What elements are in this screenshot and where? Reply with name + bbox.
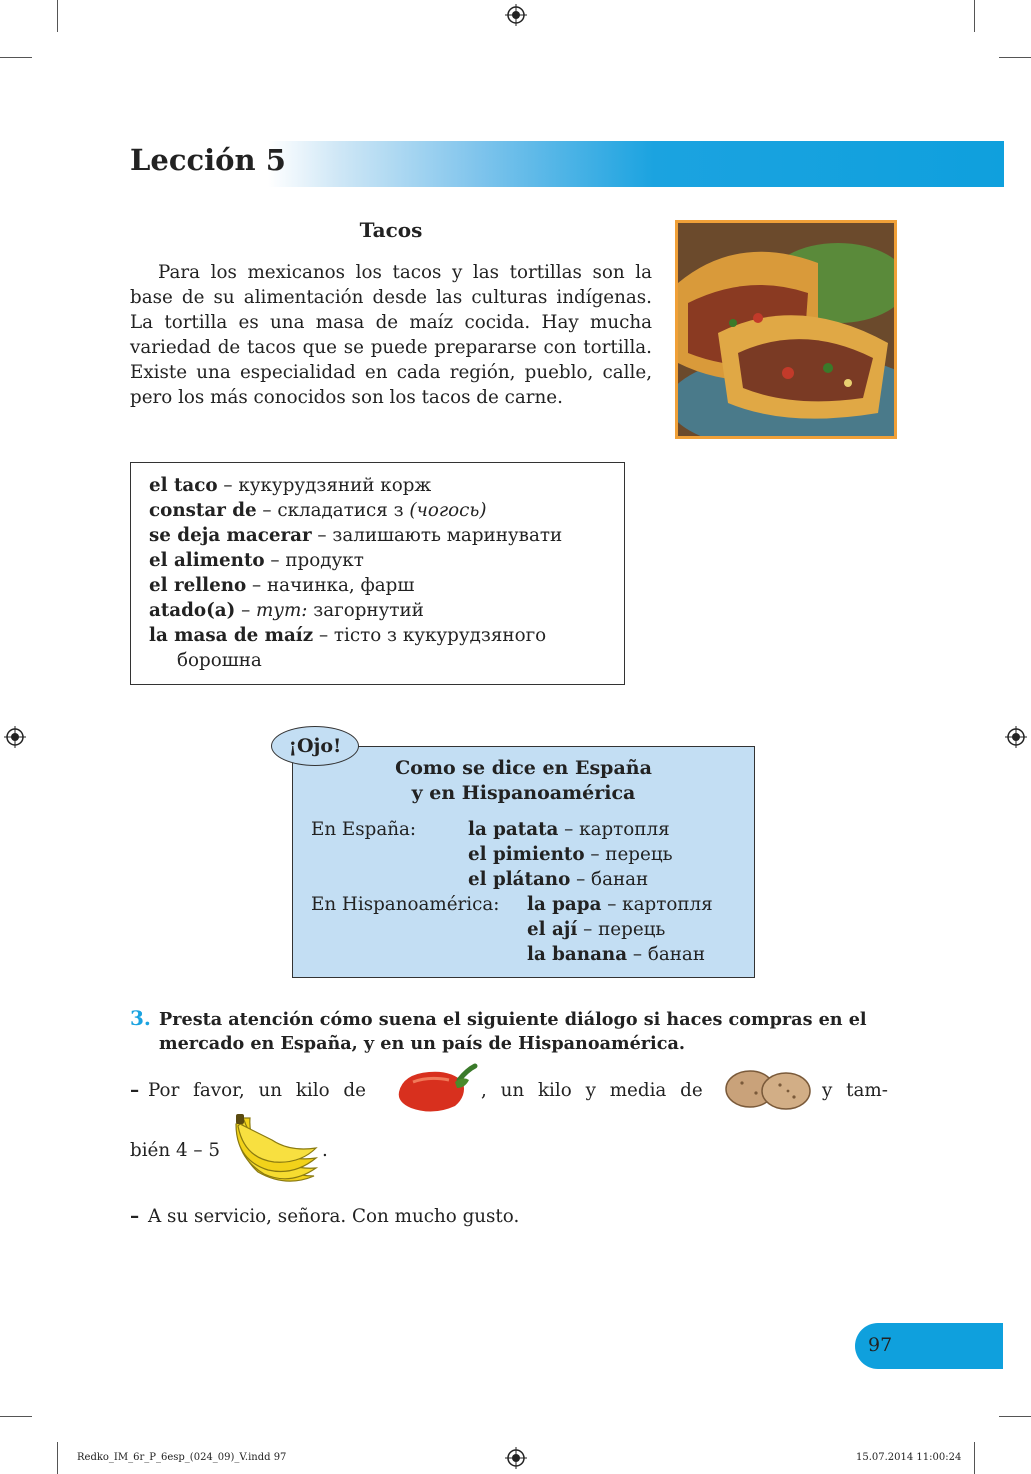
registration-mark-icon (505, 4, 527, 26)
dialog-line1-part2: , un kilo y media de (481, 1080, 703, 1101)
crop-mark (974, 0, 975, 32)
ojo-label: ¡Ojo! (271, 726, 359, 766)
vocab-item: el taco – кукурудзяний корж (149, 475, 432, 496)
crop-mark (999, 1416, 1031, 1417)
dialog-dash: – (130, 1080, 140, 1101)
dialog-line1-part1: Por favor, un kilo de (148, 1080, 366, 1101)
footer-timestamp: 15.07.2014 11:00:24 (856, 1452, 962, 1463)
vocab-item: atado(a) – тут: загорнутий (149, 600, 424, 621)
lesson-title: Lección 5 (130, 143, 286, 177)
vocab-item: el relleno – начинка, фарш (149, 575, 415, 596)
reading-title: Tacos (359, 218, 423, 242)
dialog-dash: – (130, 1206, 140, 1227)
vocab-item: el alimento – продукт (149, 550, 364, 571)
vocab-item: la masa de maíz – тісто з кукурудзяного (149, 625, 547, 646)
ojo-title: Como se dice en España y en Hispanoamérica (395, 757, 652, 804)
vocab-item: constar de – складатися з (чогось) (149, 500, 487, 521)
ojo-spain-item: el plátano – банан (468, 869, 649, 890)
task-instruction: Presta atención cómo suena el siguiente diálogo si haces compras en el mercado en España, y en un país de Hispanoamérica. (159, 1009, 867, 1054)
crop-mark (57, 0, 58, 32)
reading-paragraph: Para los mexicanos los tacos y las tortillas son la base de su alimentación desde las culturas indígenas. La tortilla es una masa de maíz cocida. Hay mucha variedad de tacos que se puede prepararse con tortilla. Existe una especialidad en cada región, pueblo, calle, pero los más conocidos son los tacos de carne. (130, 262, 652, 408)
crop-mark (0, 1416, 32, 1417)
vocab-item: se deja macerar – залишають маринувати (149, 525, 563, 546)
dialog-line3: A su servicio, señora. Con mucho gusto. (148, 1206, 520, 1227)
ojo-spain-item: la patata – картопля (468, 819, 670, 840)
dialog-line1-part3: y tam- (822, 1080, 888, 1101)
ojo-hispano-item: la banana – банан (527, 944, 705, 965)
registration-mark-icon (505, 1447, 527, 1469)
task-number: 3. (130, 1006, 151, 1030)
ojo-spain-item: el pimiento – перець (468, 844, 673, 865)
ojo-hispano-item: el ají – перець (527, 919, 666, 940)
footer-file-info: Redko_IM_6r_P_6esp_(024_09)_V.indd 97 (77, 1452, 287, 1463)
crop-mark (57, 1442, 58, 1474)
ojo-hispano-item: la papa – картопля (527, 894, 713, 915)
registration-mark-icon (1005, 726, 1027, 748)
vocab-item-continuation: борошна (177, 650, 262, 671)
registration-mark-icon (4, 726, 26, 748)
ojo-spain-label: En España: (311, 819, 417, 840)
crop-mark (999, 57, 1031, 58)
potatoes-icon (724, 1065, 812, 1113)
crop-mark (974, 1442, 975, 1474)
vocabulary-box (130, 462, 625, 685)
dialog-line2-part1: bién 4 – 5 (130, 1140, 220, 1161)
bananas-icon (228, 1110, 320, 1188)
tacos-photo (675, 220, 897, 439)
red-pepper-icon (393, 1062, 479, 1116)
page-number: 97 (868, 1334, 893, 1356)
dialog-line2-part2: . (322, 1140, 328, 1161)
crop-mark (0, 57, 32, 58)
ojo-hispano-label: En Hispanoamérica: (311, 894, 500, 915)
